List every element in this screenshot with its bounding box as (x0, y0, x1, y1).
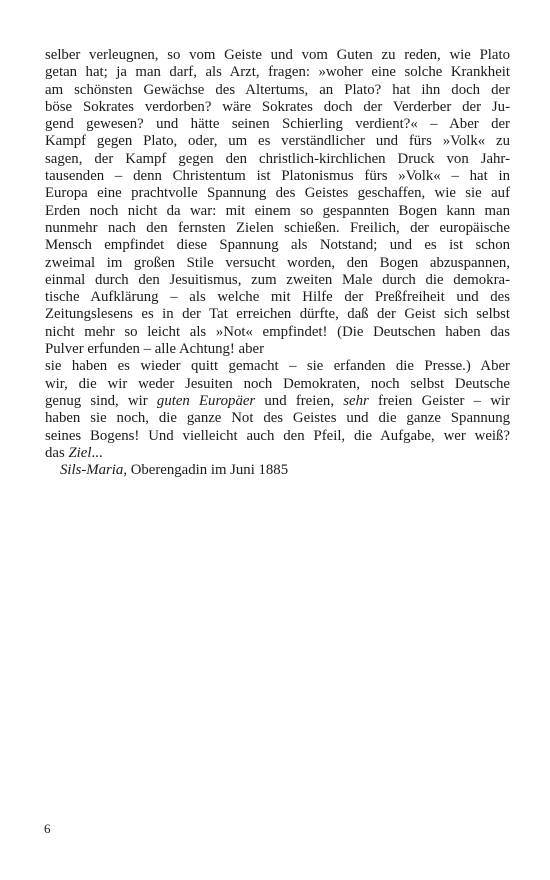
text-line (45, 462, 510, 479)
text-segment: tische Aufklärung – als welche mit Hilfe der Preßfreiheit und des (45, 289, 510, 306)
text-segment: und freien, (255, 392, 344, 409)
italic-text: sehr (343, 392, 369, 409)
text-line (45, 410, 510, 427)
text-segment: einmal durch den Jesuitismus, zum zweiten Male durch die demokra- (45, 271, 510, 288)
text-line (45, 82, 510, 99)
text-segment: haben sie noch, die ganze Not des Geistes und die ganze Spannung (45, 410, 510, 427)
italic-text: guten Europäer (156, 392, 256, 409)
text-line (45, 289, 510, 306)
text-segment: Kampf gegen Plato, oder, um es verständlicher und fürs »Volk« zu (45, 133, 510, 150)
page-number: 6 (44, 821, 51, 836)
text-segment: zweimal im großen Stile versucht worden, den Bogen abzuspannen, (45, 254, 510, 271)
text-line (45, 237, 510, 254)
text-segment: böse Sokrates verdorben? wäre Sokrates doch der Verderber der Ju- (45, 98, 510, 115)
text-line (45, 306, 510, 323)
text-line (45, 116, 510, 133)
text-line (45, 185, 510, 202)
text-line (45, 393, 510, 410)
text-line (45, 220, 510, 237)
text-segment: Zeitungslesens es in der Tat erreichen dürfte, daß der Geist sich selbst (45, 306, 510, 323)
text-line (45, 47, 510, 64)
text-segment: das (45, 444, 69, 461)
text-line (45, 64, 510, 81)
text-segment: , Oberengadin im Juni 1885 (123, 462, 289, 479)
text-segment: Europa eine prachtvolle Spannung des Geistes geschaffen, wie sie auf (45, 185, 510, 202)
text-line (45, 358, 510, 375)
text-line (45, 203, 510, 220)
text-line (45, 428, 510, 445)
text-segment: selber verleugnen, so vom Geiste und vom Guten zu reden, wie Plato (45, 47, 510, 63)
text-segment: am schönsten Gewächse des Altertums, an Plato? hat ihn doch der (45, 81, 510, 98)
text-segment: genug sind, wir (45, 392, 157, 409)
text-segment: nicht mehr so leicht als »Not« empfindet! (Die Deutschen haben das (45, 323, 510, 340)
text-segment: gend gewesen? und hätte seinen Schierling verdient?« – Aber der (45, 116, 510, 133)
text-line (45, 272, 510, 289)
text-segment: sagen, der Kampf gegen den christlich-kirchlichen Druck von Jahr- (45, 150, 510, 167)
text-segment: sie haben es wieder quitt gemacht – sie erfanden die Presse.) Aber (45, 358, 510, 375)
italic-text: Ziel (68, 444, 92, 461)
italic-text: Sils-Maria (60, 462, 124, 479)
text-line (45, 168, 510, 185)
text-line (45, 376, 510, 393)
text-line (45, 133, 510, 150)
text-line (45, 99, 510, 116)
text-segment: Erden noch nicht da war: mit einem so gespannten Bogen kann man (45, 202, 510, 219)
text-line (45, 445, 510, 462)
text-segment: ... (91, 444, 103, 461)
text-segment: seines Bogens! Und vielleicht auch den Pfeil, die Aufgabe, wer weiß? (45, 427, 510, 444)
body-text (45, 47, 510, 479)
text-segment: tausenden – denn Christentum ist Platonismus fürs »Volk« – hat in (45, 168, 510, 185)
text-line (45, 255, 510, 272)
text-segment: nunmehr nach den fernsten Zielen schießen. Freilich, der europäische (45, 219, 510, 236)
text-line (45, 151, 510, 168)
text-segment: wir, die wir weder Jesuiten noch Demokraten, noch selbst Deutsche (45, 375, 510, 392)
text-segment: Mensch empfindet diese Spannung als Notstand; und es ist schon (45, 237, 510, 254)
text-line (45, 324, 510, 341)
text-line (45, 341, 510, 358)
text-segment: Pulver erfunden – alle Achtung! aber (45, 341, 264, 358)
text-segment: freien Geister – wir (368, 392, 510, 409)
text-segment: getan hat; ja man darf, als Arzt, fragen: »woher eine solche Krankheit (45, 64, 510, 81)
